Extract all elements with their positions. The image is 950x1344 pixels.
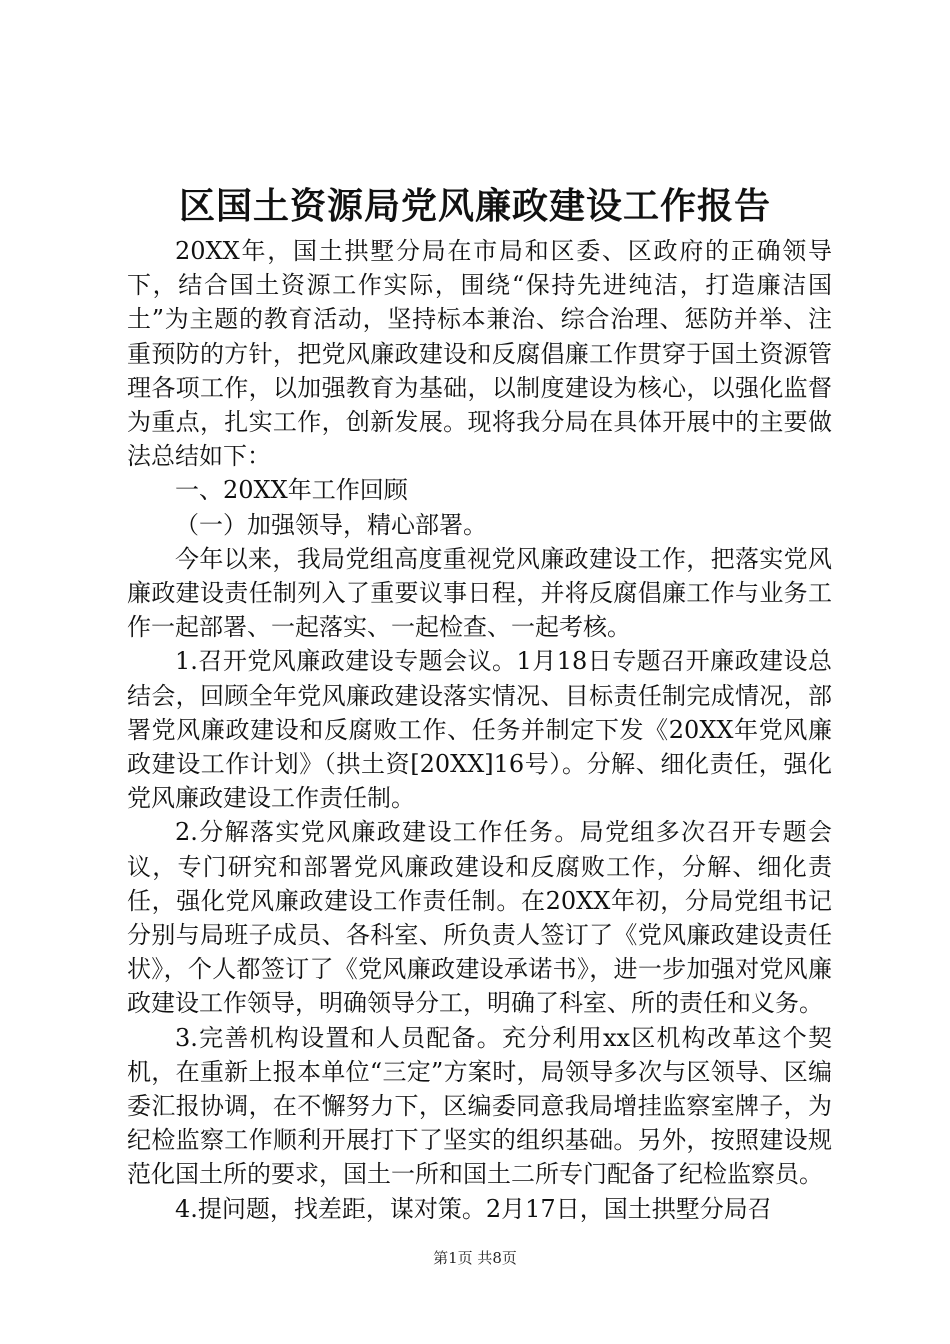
document-title: 区国土资源局党风廉政建设工作报告 — [178, 185, 771, 227]
body-paragraph: 今年以来，我局党组高度重视党风廉政建设工作，把落实党风廉政建设责任制列入了重要议事日程，并将反腐倡廉工作与业务工作一起部署、一起落实、一起检查、一起考核。 — [127, 544, 832, 642]
list-item: 3.完善机构设置和人员配备。充分利用xx区机构改革这个契机，在重新上报本单位“三定”方案时，局领导多次与区领导、区编委汇报协调，在不懈努力下，区编委同意我局增挂监察室牌子，为纪检监察工作顺利开展打下了坚实的组织基础。另外，按照建设规范化国土所的要求，国土一所和国土二所专门配备了纪检监察员。 — [127, 1023, 832, 1189]
intro-paragraph: 20XX年，国土拱墅分局在市局和区委、区政府的正确领导下，结合国土资源工作实际，围绕“保持先进纯洁，打造廉洁国土”为主题的教育活动，坚持标本兼治、综合治理、惩防并举、注重预防的方针，把党风廉政建设和反腐倡廉工作贯穿于国土资源管理各项工作，以加强教育为基础，以制度建设为核心，以强化监督为重点，扎实工作，创新发展。现将我分局在具体开展中的主要做法总结如下： — [127, 237, 832, 471]
document-body — [127, 234, 832, 1226]
subsection-heading: （一）加强领导，精心部署。 — [175, 510, 487, 539]
section-heading: 一、20XX年工作回顾 — [175, 476, 408, 505]
page-footer: 第1页 共8页 — [433, 1249, 517, 1267]
list-item: 4.提问题，找差距，谋对策。2月17日，国土拱墅分局召 — [175, 1194, 772, 1223]
list-item: 1.召开党风廉政建设专题会议。1月18日专题召开廉政建设总结会，回顾全年党风廉政建设落实情况、目标责任制完成情况，部署党风廉政建设和反腐败工作、任务并制定下发《20XX年党风廉政建设工作计划》（拱土资[20XX]16号）。分解、细化责任，强化党风廉政建设工作责任制。 — [127, 647, 832, 813]
list-item: 2.分解落实党风廉政建设工作任务。局党组多次召开专题会议，专门研究和部署党风廉政建设和反腐败工作，分解、细化责任，强化党风廉政建设工作责任制。在20XX年初，分局党组书记分别与局班子成员、各科室、所负责人签订了《党风廉政建设责任状》，个人都签订了《党风廉政建设承诺书》，进一步加强对党风廉政建设工作领导，明确领导分工，明确了科室、所的责任和义务。 — [127, 818, 832, 1018]
